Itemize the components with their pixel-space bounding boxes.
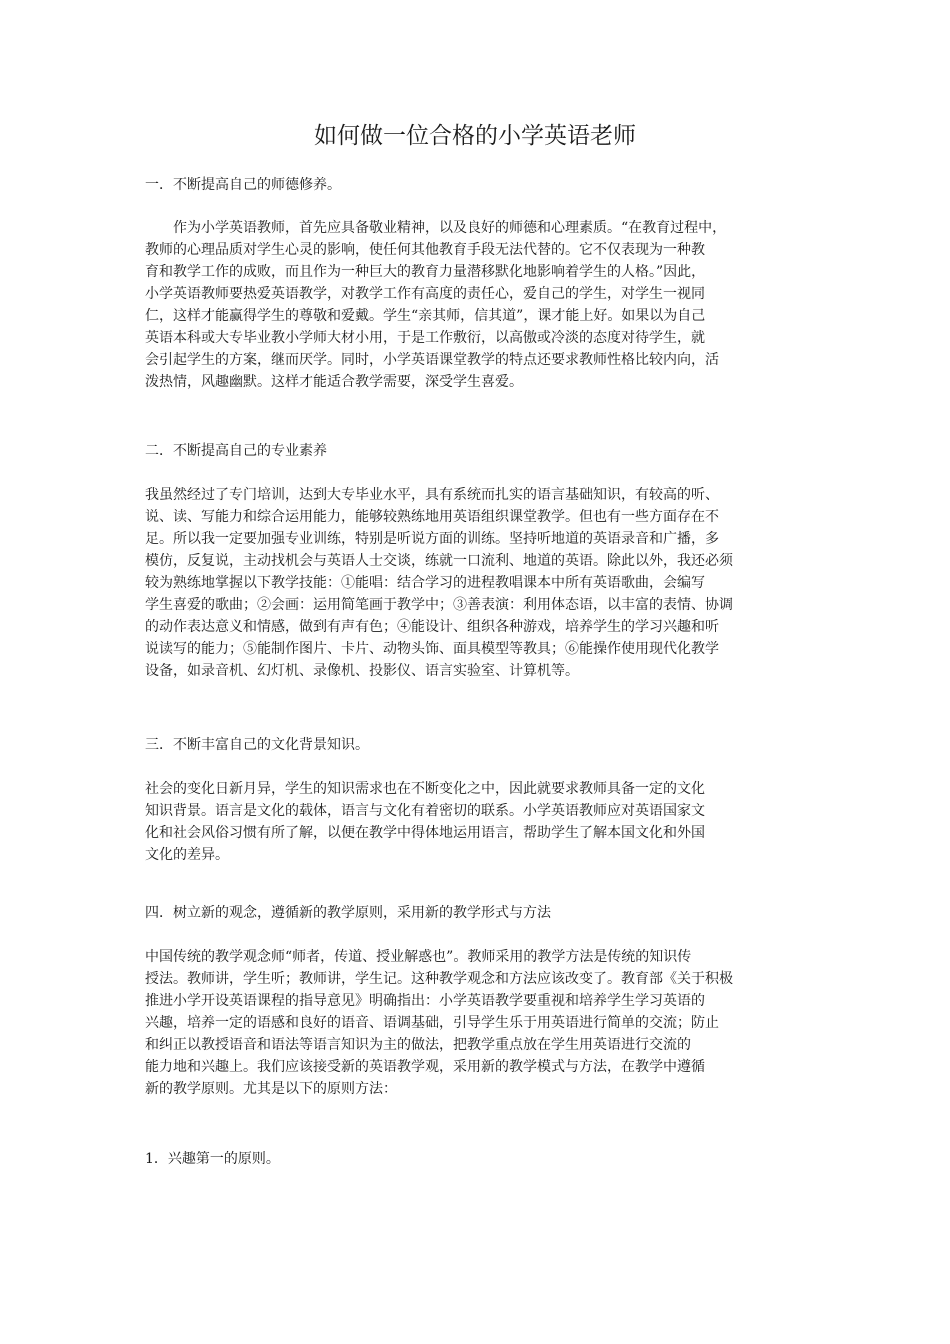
section-paragraph — [145, 778, 810, 866]
section-paragraph — [145, 217, 810, 393]
document-title: 如何做一位合格的小学英语老师 — [314, 123, 636, 149]
paragraph-line: 知识背景。语言是文化的载体，语言与文化有着密切的联系。小学英语教师应对英语国家文 — [145, 803, 705, 819]
paragraph-line: 育和教学工作的成败，而且作为一种巨大的教育力量潜移默化地影响着学生的人格。”因此， — [145, 264, 706, 280]
paragraph-line: 设备，如录音机、幻灯机、录像机、投影仪、语言实验室、计算机等。 — [145, 663, 579, 679]
paragraph-line: 教师的心理品质对学生心灵的影响，使任何其他教育手段无法代替的。它不仅表现为一种教 — [145, 242, 705, 258]
paragraph-line: 化和社会风俗习惯有所了解，以便在教学中得体地运用语言，帮助学生了解本国文化和外国 — [145, 825, 705, 841]
paragraph-line: 英语本科或大专毕业教小学师大材小用，于是工作敷衍，以高傲或冷淡的态度对待学生，就 — [145, 330, 705, 346]
paragraph-line: 中国传统的教学观念师“师者，传道、授业解惑也”。教师采用的教学方法是传统的知识传 — [145, 949, 692, 965]
section-heading: 二．不断提高自己的专业素养 — [145, 443, 327, 459]
section-heading: 三．不断丰富自己的文化背景知识。 — [145, 737, 369, 753]
section-paragraph — [145, 946, 810, 1100]
paragraph-line: 我虽然经过了专门培训，达到大专毕业水平，具有系统而扎实的语言基础知识，有较高的听、 — [145, 487, 719, 503]
section-heading: 1．兴趣第一的原则。 — [145, 1151, 280, 1167]
paragraph-line: 授法。教师讲，学生听；教师讲，学生记。这种教学观念和方法应该改变了。教育部《关于积极 — [145, 971, 733, 987]
paragraph-line: 足。所以我一定要加强专业训练，特别是听说方面的训练。坚持听地道的英语录音和广播，多 — [145, 531, 719, 547]
paragraph-line: 较为熟练地掌握以下教学技能：①能唱：结合学习的进程教唱课本中所有英语歌曲，会编写 — [145, 575, 705, 591]
paragraph-line: 说、读、写能力和综合运用能力，能够较熟练地用英语组织课堂教学。但也有一些方面存在不 — [145, 509, 719, 525]
paragraph-line: 模仿，反复说，主动找机会与英语人士交谈，练就一口流利、地道的英语。除此以外，我还必须 — [145, 553, 733, 569]
paragraph-line: 会引起学生的方案，继而厌学。同时，小学英语课堂教学的特点还要求教师性格比较内向，活 — [145, 352, 719, 368]
paragraph-line: 能力地和兴趣上。我们应该接受新的英语教学观，采用新的教学模式与方法，在教学中遵循 — [145, 1059, 705, 1075]
paragraph-line: 推进小学开设英语课程的指导意见》明确指出：小学英语教学要重视和培养学生学习英语的 — [145, 993, 705, 1009]
section-heading: 四．树立新的观念，遵循新的教学原则，采用新的教学形式与方法 — [145, 905, 551, 921]
paragraph-line: 说读写的能力；⑤能制作图片、卡片、动物头饰、面具模型等教具；⑥能操作使用现代化教学 — [145, 641, 719, 657]
paragraph-line: 小学英语教师要热爱英语教学，对教学工作有高度的责任心，爱自己的学生，对学生一视同 — [145, 286, 705, 302]
paragraph-line: 和纠正以教授语音和语法等语言知识为主的做法，把教学重点放在学生用英语进行交流的 — [145, 1037, 691, 1053]
paragraph-line: 文化的差异。 — [145, 847, 229, 863]
section-heading: 一．不断提高自己的师德修养。 — [145, 177, 341, 193]
paragraph-line: 学生喜爱的歌曲；②会画：运用简笔画于教学中；③善表演：利用体态语，以丰富的表情、协调 — [145, 597, 733, 613]
paragraph-line: 仁，这样才能赢得学生的尊敬和爱戴。学生“亲其师，信其道”，课才能上好。如果以为自己 — [145, 308, 706, 324]
section-paragraph — [145, 484, 810, 682]
paragraph-line: 的动作表达意义和情感，做到有声有色；④能设计、组织各种游戏，培养学生的学习兴趣和听 — [145, 619, 719, 635]
paragraph-line: 新的教学原则。尤其是以下的原则方法： — [145, 1081, 397, 1097]
paragraph-line: 兴趣，培养一定的语感和良好的语音、语调基础，引导学生乐于用英语进行简单的交流；防止 — [145, 1015, 719, 1031]
paragraph-line: 社会的变化日新月异，学生的知识需求也在不断变化之中，因此就要求教师具备一定的文化 — [145, 781, 705, 797]
paragraph-line: 作为小学英语教师，首先应具备敬业精神，以及良好的师德和心理素质。“在教育过程中， — [173, 220, 727, 236]
paragraph-line: 泼热情，风趣幽默。这样才能适合教学需要，深受学生喜爱。 — [145, 374, 523, 390]
